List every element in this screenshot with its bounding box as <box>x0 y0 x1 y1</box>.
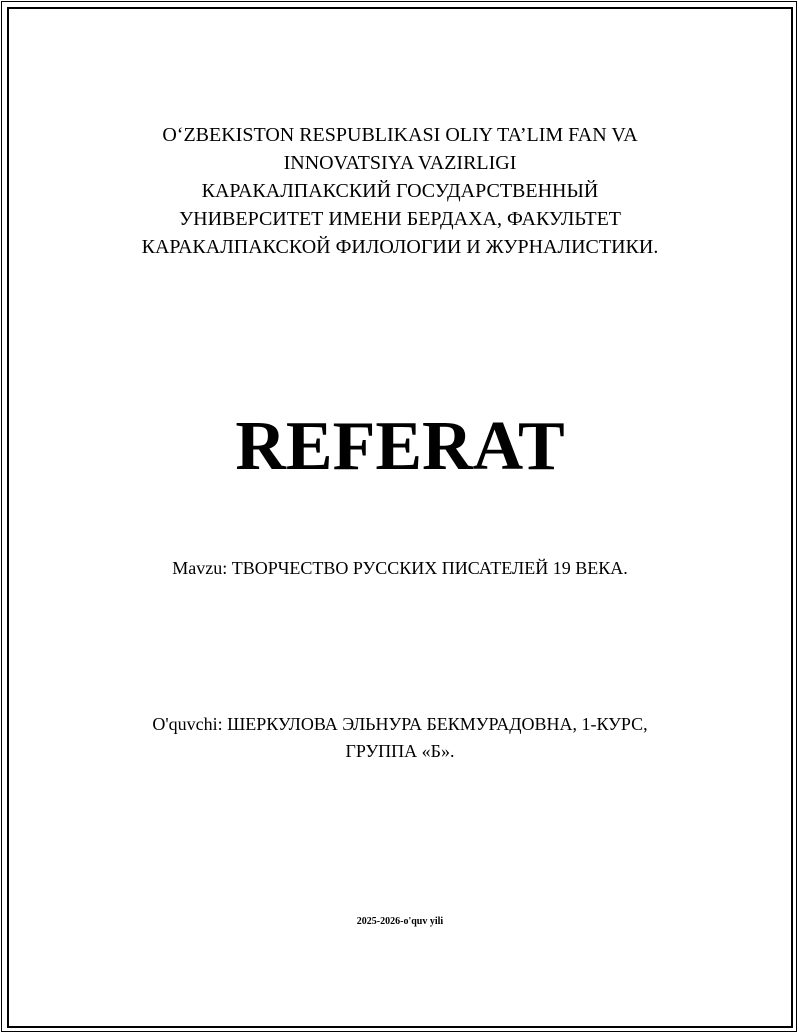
student-info <box>0 711 800 765</box>
student-line: O'quvchi: ШЕРКУЛОВА ЭЛЬНУРА БЕКМУРАДОВНА, 1-КУРС, <box>152 714 648 734</box>
header-line: УНИВЕРСИТЕТ ИМЕНИ БЕРДАХА, ФАКУЛЬТЕТ <box>178 208 622 230</box>
header-line: INNOVATSIYA VAZIRLIGI <box>283 152 517 174</box>
header-line: O‘ZBEKISTON RESPUBLIKASI OLIY TA’LIM FAN VA <box>162 124 638 146</box>
student-line: ГРУППА «Б». <box>345 741 455 761</box>
academic-year: 2025-2026-o'quv yili <box>356 916 444 927</box>
header-line: КАРАКАЛПАКСКОЙ ФИЛОЛОГИИ И ЖУРНАЛИСТИКИ. <box>141 236 659 258</box>
header-line: КАРАКАЛПАКСКИЙ ГОСУДАРСТВЕННЫЙ <box>201 180 599 202</box>
institution-header <box>0 121 800 261</box>
document-title: REFERAT <box>235 408 565 485</box>
topic-line: Mavzu: ТВОРЧЕСТВО РУССКИХ ПИСАТЕЛЕЙ 19 ВЕКА. <box>172 558 628 578</box>
